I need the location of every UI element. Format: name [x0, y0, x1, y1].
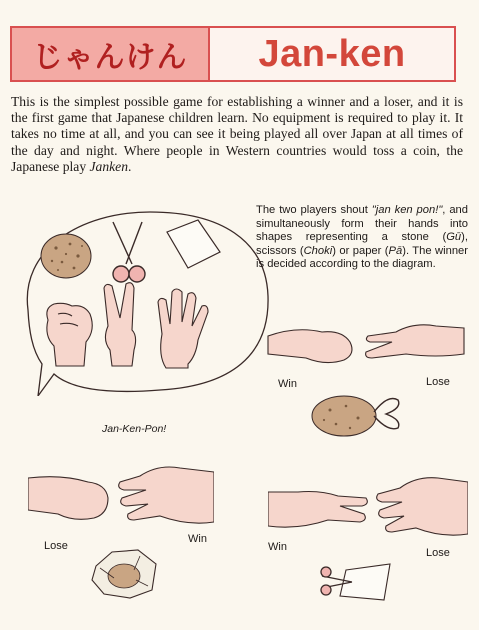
scissors-hand-icon	[104, 283, 136, 366]
scissors-hand-icon	[366, 325, 464, 358]
stone-vs-scissors-hands	[266, 318, 466, 370]
title-english: Jan-ken	[210, 28, 454, 80]
fist-hand-icon	[47, 303, 92, 366]
intro-end: .	[128, 158, 132, 174]
speech-bubble-illustration	[20, 206, 270, 396]
label-win: Win	[268, 541, 287, 553]
rules-text-2: , and simultaneously form their hands into shapes representing a stone (	[256, 204, 468, 244]
title-japanese: じゃんけん	[12, 28, 210, 80]
bubble-caption: Jan-Ken-Pon!	[102, 423, 167, 435]
rules-paper-term: Pā	[388, 244, 403, 257]
title-banner	[10, 26, 456, 82]
fist-hand-icon	[28, 477, 108, 520]
label-lose: Lose	[426, 547, 450, 559]
stone-wrapped-in-paper	[90, 548, 160, 600]
paper-hand-icon	[377, 478, 468, 535]
rules-description	[256, 204, 468, 272]
rules-shout: "jan ken pon!"	[371, 204, 443, 216]
rules-text-1: The two players shout	[256, 204, 372, 216]
scissors-and-paper	[318, 556, 394, 604]
stone-with-bow	[306, 388, 410, 438]
paper-hand-icon	[158, 289, 208, 368]
paper-hand-icon	[119, 467, 214, 523]
scissors-hand-icon	[268, 492, 367, 528]
rules-text-3: ), scissors (	[256, 231, 468, 257]
paper-icon	[167, 220, 220, 268]
fist-hand-icon	[268, 330, 352, 363]
rules-scissors-term: Choki	[303, 244, 333, 257]
label-lose: Lose	[44, 540, 68, 552]
scissors-icon	[113, 222, 145, 282]
intro-term: Janken	[89, 158, 129, 174]
rules-stone-term: Gū	[446, 231, 462, 244]
stone-vs-paper-hands	[28, 462, 214, 538]
scissors-vs-paper-hands	[268, 474, 468, 544]
label-win: Win	[188, 533, 207, 545]
rules-text-4: ) or paper (	[332, 244, 389, 257]
intro-text: This is the simplest possible game for establishing a winner and a loser, and it is the first game that Japanese children learn. No equipment is required to play it. It takes no time at all, and you can see it being played all over Japan at all times of the day and night. Where people in Western countries would toss a coin, the Japanese play	[11, 94, 463, 174]
label-lose: Lose	[426, 376, 450, 388]
stone-icon	[41, 234, 91, 278]
rules-text-5: ). The winner is decided according to the diagram.	[256, 244, 468, 271]
intro-paragraph	[11, 94, 463, 175]
label-win: Win	[278, 378, 297, 390]
